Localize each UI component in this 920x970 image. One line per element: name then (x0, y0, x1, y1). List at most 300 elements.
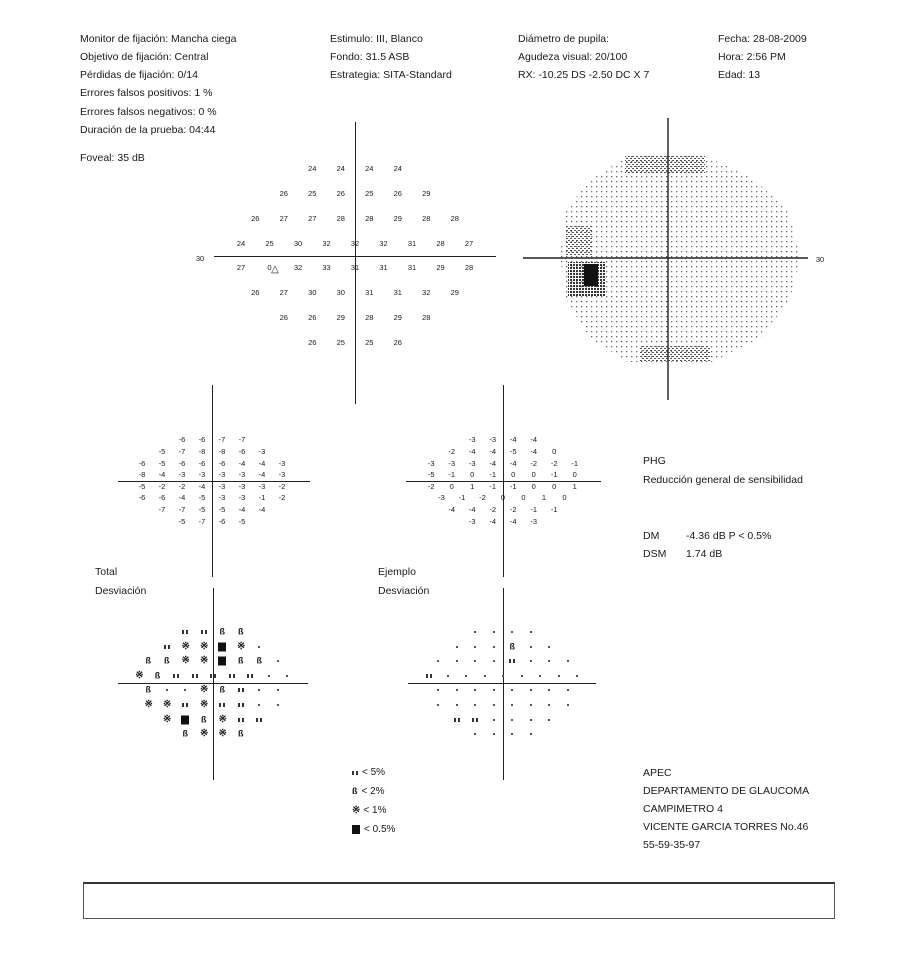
total-deviation-plot-value: -2 (158, 481, 166, 491)
total-deviation-plot-value: -4 (198, 481, 206, 491)
threshold-plot-value: 27 (464, 238, 474, 248)
total-deviation-plot-value: -3 (218, 493, 226, 503)
total-deviation-plot-value: -5 (238, 516, 246, 526)
pattern-deviation-plot-value: -1 (530, 505, 538, 514)
pattern-deviation-plot-value: -4 (509, 435, 517, 445)
total-deviation-plot-value: -2 (178, 481, 186, 491)
total-deviation-plot-value: -5 (198, 505, 206, 514)
threshold-plot-value: 31 (407, 238, 417, 248)
total-deviation-label: Desviación (95, 585, 147, 597)
prob-5-icon (238, 688, 244, 692)
pattern-deviation-plot-value: 0 (562, 493, 567, 503)
prob-normal-icon (465, 675, 467, 677)
prob-normal-icon (277, 704, 279, 706)
total-deviation-plot-value: -4 (238, 458, 246, 468)
threshold-plot-value: 28 (365, 313, 374, 322)
prob-5-icon (182, 630, 188, 634)
total-deviation-plot-value: -3 (238, 493, 246, 503)
threshold-plot-value: 24 (393, 164, 402, 174)
pattern-deviation-plot-value: -5 (427, 470, 435, 480)
threshold-plot-value: 27 (279, 213, 288, 223)
prob-normal-icon (456, 689, 458, 691)
total-deviation-plot-value: -5 (158, 458, 166, 468)
strategy: Estrategia: SITA-Standard (330, 69, 452, 81)
prob-1-icon: ※ (181, 640, 189, 652)
total-deviation-plot-value: -4 (258, 470, 266, 480)
total-deviation-plot-value: -3 (198, 470, 206, 480)
prob-normal-icon (447, 675, 449, 677)
prob-normal-icon (502, 675, 504, 677)
pattern-deviation-plot-value: -2 (427, 481, 435, 491)
threshold-plot-value: 25 (365, 189, 374, 198)
pattern-deviation-plot-value: -4 (489, 447, 497, 456)
total-deviation-plot-value: -5 (198, 493, 206, 503)
total-deviation-plot-value: -6 (218, 458, 226, 468)
total-deviation-plot-value: -7 (198, 516, 206, 526)
prob-normal-icon (511, 704, 513, 706)
prob-normal-icon (493, 733, 495, 735)
pattern-deviation-plot-value: -5 (509, 447, 517, 456)
prob-normal-icon (474, 631, 476, 633)
threshold-plot-value: 30 (308, 288, 317, 298)
prob-2-icon: ß (219, 626, 225, 637)
threshold-plot-value: 29 (393, 213, 402, 223)
total-deviation-plot-value: -3 (278, 458, 286, 468)
pattern-prob-x-axis (408, 683, 596, 684)
threshold-plot-value: 27 (308, 213, 317, 223)
stimulus: Estimulo: III, Blanco (330, 33, 423, 45)
prob-normal-icon (493, 689, 495, 691)
pattern-deviation-plot-value: -2 (509, 505, 517, 514)
threshold-plot-value: 28 (450, 213, 459, 223)
threshold-plot-value: 31 (407, 263, 417, 273)
pattern-deviation-plot-value: 0 (449, 481, 454, 491)
threshold-plot-value: 27 (236, 263, 246, 273)
dsm-value: 1.74 dB (686, 548, 723, 560)
comment-box (83, 882, 835, 919)
footer-line-1: APEC (643, 767, 672, 779)
prob-normal-icon (530, 719, 532, 721)
prob-normal-icon (437, 704, 439, 706)
time: Hora: 2:56 PM (718, 51, 786, 63)
pattern-deviation-plot-value: -2 (489, 505, 497, 514)
pattern-deviation-plot-value: 0 (531, 481, 536, 491)
pattern-deviation-plot-value: -2 (448, 447, 456, 456)
grayscale-darker-upper (625, 156, 705, 174)
grayscale-darker-left (566, 226, 592, 256)
pattern-deviation-plot-value: 0 (500, 493, 506, 503)
prob-normal-icon (511, 733, 513, 735)
pattern-label: Ejemplo (378, 566, 416, 578)
prob-2-icon: ß (164, 655, 170, 666)
prob-5-icon (164, 645, 170, 649)
dm-label: DM (643, 530, 660, 542)
prob-normal-icon (530, 689, 532, 691)
threshold-plot-value: 24 (236, 238, 246, 248)
total-label: Total (95, 566, 118, 578)
prob-2-icon: ß (509, 641, 515, 651)
prob-normal-icon (493, 660, 495, 662)
prob-normal-icon (456, 704, 458, 706)
prob-5-icon (192, 674, 198, 678)
threshold-plot-value: 24 (336, 164, 345, 174)
threshold-plot-value: 28 (464, 263, 474, 273)
footer-line-2: DEPARTAMENTO DE GLAUCOMA (643, 785, 810, 797)
prob-normal-icon (548, 660, 550, 662)
threshold-plot-value: 32 (422, 288, 431, 298)
false-negatives: Errores falsos negativos: 0 % (80, 106, 217, 118)
prob-normal-icon (277, 660, 279, 662)
total-y-axis (212, 385, 213, 577)
legend-p2-label: < 2% (361, 786, 385, 797)
threshold-plot-value: 26 (308, 337, 317, 347)
pattern-deviation-plot-value: -1 (489, 481, 497, 491)
phg-label: PHG (643, 455, 666, 467)
prob-1-icon: ※ (163, 713, 171, 725)
prob-normal-icon (530, 704, 532, 706)
threshold-plot-value: 0 (267, 263, 272, 273)
legend-p1-icon: ※ (352, 804, 360, 816)
threshold-plot-value: 26 (393, 189, 402, 198)
prob-5-icon (247, 674, 253, 678)
prob-normal-icon (530, 646, 532, 648)
pattern-y-axis (500, 385, 506, 577)
prob-5-icon (210, 674, 216, 678)
pattern-deviation-plot-value: 1 (572, 481, 577, 491)
prob-1-icon: ※ (200, 728, 208, 740)
test-duration: Duración de la prueba: 04:44 (80, 124, 216, 136)
prob-normal-icon (548, 719, 550, 721)
pattern-deviation-plot-value: -3 (530, 516, 538, 526)
prob-normal-icon (511, 631, 513, 633)
prob-normal-icon (474, 646, 476, 648)
pattern-deviation-plot-value: -3 (427, 458, 435, 468)
threshold-plot-value: 26 (251, 288, 260, 298)
pattern-deviation-plot-value: -2 (479, 493, 486, 503)
prob-2-icon: ß (145, 684, 151, 695)
pattern-deviation-plot-value: -4 (448, 505, 456, 514)
threshold-plot-value: 30 (336, 288, 345, 298)
total-deviation-plot-value: -8 (138, 470, 146, 480)
threshold-plot-value: 31 (350, 263, 360, 273)
total-deviation-plot-value: -3 (238, 481, 246, 491)
threshold-plot-value: 31 (379, 263, 388, 273)
prob-2-icon: ß (238, 626, 244, 637)
total-prob-y-axis (213, 588, 214, 780)
total-deviation-plot-value: -3 (178, 470, 186, 480)
prob-normal-icon (576, 675, 578, 677)
threshold-plot-value: 28 (422, 213, 431, 223)
prob-normal-icon (456, 660, 458, 662)
total-deviation-plot-value: -2 (278, 493, 286, 503)
grayscale-field (560, 156, 800, 362)
threshold-plot-value: 32 (350, 238, 360, 248)
grayscale-axis-label: 30 (815, 255, 825, 264)
prob-5-icon (472, 718, 478, 722)
threshold-plot-value: 31 (365, 288, 374, 298)
footer-line-5: 55-59-35-97 (643, 839, 701, 851)
threshold-plot-value: 26 (393, 337, 402, 347)
pattern-deviation-plot-value: -1 (550, 470, 558, 480)
prob-normal-icon (530, 660, 532, 662)
prob-normal-icon (493, 704, 495, 706)
pattern-deviation-plot-value: -4 (509, 458, 517, 468)
total-deviation-plot-value: -8 (218, 447, 226, 456)
prob-2-icon: ß (219, 684, 225, 695)
prob-normal-icon (474, 689, 476, 691)
total-deviation-plot-value: -5 (178, 516, 186, 526)
threshold-plot-value: 28 (336, 213, 345, 223)
total-deviation-plot-value: -4 (178, 493, 186, 503)
prob-normal-icon (530, 733, 532, 735)
total-deviation-plot-value: -3 (238, 470, 246, 480)
prob-normal-icon (548, 646, 550, 648)
pattern-deviation-plot-value: -1 (571, 458, 579, 468)
prob-5-icon (229, 674, 235, 678)
total-deviation-plot-value: -2 (278, 481, 286, 491)
pattern-deviation-plot-value: -4 (530, 435, 538, 445)
prob-normal-icon (548, 704, 550, 706)
prob-2-icon: ß (238, 655, 244, 666)
prob-5-icon (426, 674, 432, 678)
threshold-plot-value: 24 (308, 164, 317, 174)
prob-5-icon (238, 718, 244, 722)
pattern-deviation-plot-value: -3 (468, 435, 476, 445)
total-deviation-plot-value: -6 (218, 516, 226, 526)
pattern-deviation-plot-value: -4 (530, 447, 538, 456)
pattern-deviation-plot-value: -4 (468, 505, 476, 514)
pattern-deviation-plot-value: -4 (489, 458, 497, 468)
prob-normal-icon (539, 675, 541, 677)
threshold-plot-value: 29 (422, 189, 431, 198)
background: Fondo: 31.5 ASB (330, 51, 410, 63)
total-deviation-plot-value: -4 (238, 505, 246, 514)
fixation-monitor: Monitor de fijación: Mancha ciega (80, 33, 237, 45)
total-deviation-plot-value: -4 (258, 458, 266, 468)
threshold-plot-value: 31 (393, 288, 402, 298)
pattern-deviation-plot-value: -3 (448, 458, 456, 468)
pattern-deviation-plot-value: -1 (509, 481, 517, 491)
prob-2-icon: ß (145, 655, 151, 666)
prob-normal-icon (456, 646, 458, 648)
total-deviation-plot-value: -7 (178, 447, 186, 456)
pattern-deviation-plot-value: -1 (550, 505, 558, 514)
total-deviation-plot-value: -6 (198, 435, 206, 445)
prob-normal-icon (258, 646, 260, 648)
total-deviation-plot-value: -3 (258, 481, 266, 491)
prob-5-icon (219, 703, 225, 707)
prob-2-icon: ß (256, 655, 262, 666)
pattern-deviation-plot-value: 0 (572, 470, 577, 480)
prob-normal-icon (474, 733, 476, 735)
prob-normal-icon (437, 660, 439, 662)
legend-p05-icon (352, 825, 360, 834)
pattern-deviation-plot-value: -4 (489, 516, 497, 526)
prob-normal-icon (521, 675, 523, 677)
threshold-plot-value: 26 (279, 189, 288, 198)
legend-row-5 (352, 767, 385, 778)
prob-05-icon (218, 642, 226, 651)
total-deviation-plot-value: -6 (238, 447, 246, 456)
threshold-axis-label: 30 (195, 254, 205, 263)
prob-5-icon (182, 703, 188, 707)
grayscale-darker-bottom (640, 345, 710, 361)
total-deviation-plot-value: -6 (178, 435, 186, 445)
prob-5-icon (238, 703, 244, 707)
legend-p5-label: < 5% (362, 767, 386, 778)
total-deviation-plot-value: -6 (158, 493, 166, 503)
prob-1-icon: ※ (237, 640, 245, 652)
prob-5-icon (454, 718, 460, 722)
legend-row-05 (352, 824, 395, 835)
legend-p5-icon (352, 771, 358, 775)
prob-1-icon: ※ (135, 669, 143, 681)
threshold-plot-value: 33 (322, 263, 331, 273)
prob-normal-icon (511, 719, 513, 721)
pattern-deviation-plot-value: -4 (509, 516, 517, 526)
pattern-deviation-plot-value: -1 (448, 470, 456, 480)
total-deviation-plot-value: -6 (138, 493, 146, 503)
prob-normal-icon (548, 689, 550, 691)
fixation-losses: Pérdidas de fijación: 0/14 (80, 69, 198, 81)
prob-1-icon: ※ (200, 698, 208, 710)
threshold-plot-value: 30 (293, 238, 303, 248)
pattern-deviation-plot-value: 1 (541, 493, 547, 503)
pattern-deviation-plot-value: -1 (489, 470, 497, 480)
prob-normal-icon (558, 675, 560, 677)
threshold-plot-value: 25 (308, 189, 317, 198)
prob-1-icon: ※ (218, 713, 226, 725)
prob-1-icon: ※ (200, 684, 208, 696)
total-deviation-plot-value: -7 (218, 435, 226, 445)
threshold-plot-value: 26 (308, 313, 317, 322)
visual-acuity: Agudeza visual: 20/100 (518, 51, 628, 63)
threshold-plot-value: 29 (450, 288, 459, 298)
threshold-plot-value: 28 (365, 213, 374, 223)
total-deviation-plot-value: -3 (278, 470, 286, 480)
pattern-deviation-plot-value: -3 (438, 493, 445, 503)
pattern-deviation-plot-value: 0 (531, 470, 536, 480)
dsm-label: DSM (643, 548, 667, 560)
legend-row-2 (352, 786, 385, 797)
phg-result: Reducción general de sensibilidad (643, 474, 803, 486)
prob-1-icon: ※ (200, 655, 208, 667)
total-deviation-plot-value: -6 (198, 458, 206, 468)
total-deviation-plot-value: -5 (138, 481, 146, 491)
age: Edad: 13 (718, 69, 761, 81)
total-deviation-plot-value: -1 (258, 493, 266, 503)
prob-1-icon: ※ (181, 655, 189, 667)
pattern-deviation-plot-value: -2 (550, 458, 558, 468)
total-deviation-plot-value: -4 (258, 505, 266, 514)
legend-p2-icon: ß (352, 786, 358, 796)
footer-line-4: VICENTE GARCIA TORRES No.46 (643, 821, 809, 833)
threshold-plot-value: 26 (251, 213, 260, 223)
prob-normal-icon (474, 660, 476, 662)
total-deviation-plot-value: -6 (178, 458, 186, 468)
threshold-plot-value: 25 (265, 238, 274, 248)
pattern-deviation-plot-value: -2 (530, 458, 538, 468)
grayscale-blindspot-core (584, 264, 598, 286)
pattern-deviation-plot-value: -1 (458, 493, 466, 503)
threshold-plot-value: 26 (279, 313, 288, 322)
threshold-plot-value: 28 (422, 313, 431, 322)
pattern-deviation-plot-value: -3 (489, 435, 497, 445)
prob-normal-icon (493, 646, 495, 648)
prob-5-icon (256, 718, 262, 722)
total-deviation-plot-value: -7 (238, 435, 246, 445)
prob-normal-icon (493, 631, 495, 633)
prob-05-icon (181, 715, 189, 724)
pattern-prob-y-axis (503, 588, 504, 780)
threshold-plot-value: 29 (336, 313, 345, 322)
legend-row-1 (352, 805, 386, 816)
pupil-diameter: Diámetro de pupila: (518, 33, 610, 45)
threshold-plot-value: 26 (336, 189, 345, 198)
pattern-deviation-plot-value: 0 (470, 470, 475, 480)
pattern-deviation-plot-value: -3 (468, 516, 476, 526)
prob-normal-icon (258, 689, 260, 691)
prob-2-icon: ß (182, 728, 188, 739)
prob-1-icon: ※ (163, 698, 171, 710)
prob-normal-icon (184, 689, 186, 691)
prob-2-icon: ß (154, 670, 161, 681)
pattern-deviation-plot-value: -4 (468, 447, 476, 456)
total-deviation-plot-value: -3 (218, 470, 226, 480)
dm-value: -4.36 dB P < 0.5% (686, 530, 772, 542)
prob-normal-icon (277, 689, 279, 691)
prob-normal-icon (567, 660, 569, 662)
prob-normal-icon (268, 675, 270, 677)
prob-2-icon: ß (201, 714, 207, 724)
prob-5-icon (509, 659, 515, 663)
pattern-deviation-plot-value: -3 (468, 458, 476, 468)
footer-line-3: CAMPIMETRO 4 (643, 803, 723, 815)
prob-normal-icon (493, 719, 495, 721)
total-deviation-plot-value: -6 (138, 458, 146, 468)
threshold-plot-value: 25 (365, 337, 374, 347)
total-deviation-plot-value: -8 (198, 447, 206, 456)
prob-normal-icon (530, 631, 532, 633)
pattern-deviation-plot-value: 0 (552, 481, 557, 491)
threshold-plot-value: 29 (393, 313, 402, 322)
prob-05-icon (218, 657, 226, 666)
threshold-plot-value: 24 (365, 164, 374, 174)
prob-2-icon: ß (238, 728, 244, 739)
false-positives: Errores falsos positivos: 1 % (80, 87, 213, 99)
prob-5-icon (201, 630, 207, 634)
fixation-target: Objetivo de fijación: Central (80, 51, 209, 63)
threshold-plot-value: 25 (336, 337, 345, 347)
total-deviation-plot-value: -7 (178, 505, 186, 514)
total-deviation-plot-value: -7 (158, 505, 166, 514)
total-deviation-plot-value: -3 (218, 481, 226, 491)
total-deviation-plot-value: -5 (218, 505, 226, 514)
threshold-plot-value: 27 (279, 288, 288, 298)
pattern-deviation-label: Desviación (378, 585, 430, 597)
prob-normal-icon (166, 689, 168, 691)
date: Fecha: 28-08-2009 (718, 33, 807, 45)
prob-normal-icon (484, 675, 486, 677)
prob-normal-icon (437, 689, 439, 691)
threshold-plot-value: 32 (379, 238, 388, 248)
threshold-plot-value: 32 (322, 238, 331, 248)
threshold-plot-value: 32 (293, 263, 303, 273)
prob-1-icon: ※ (218, 728, 226, 740)
threshold-plot-value: 28 (436, 238, 445, 248)
pattern-deviation-plot-value: 1 (470, 481, 475, 491)
threshold-plot-value: 29 (436, 263, 445, 273)
